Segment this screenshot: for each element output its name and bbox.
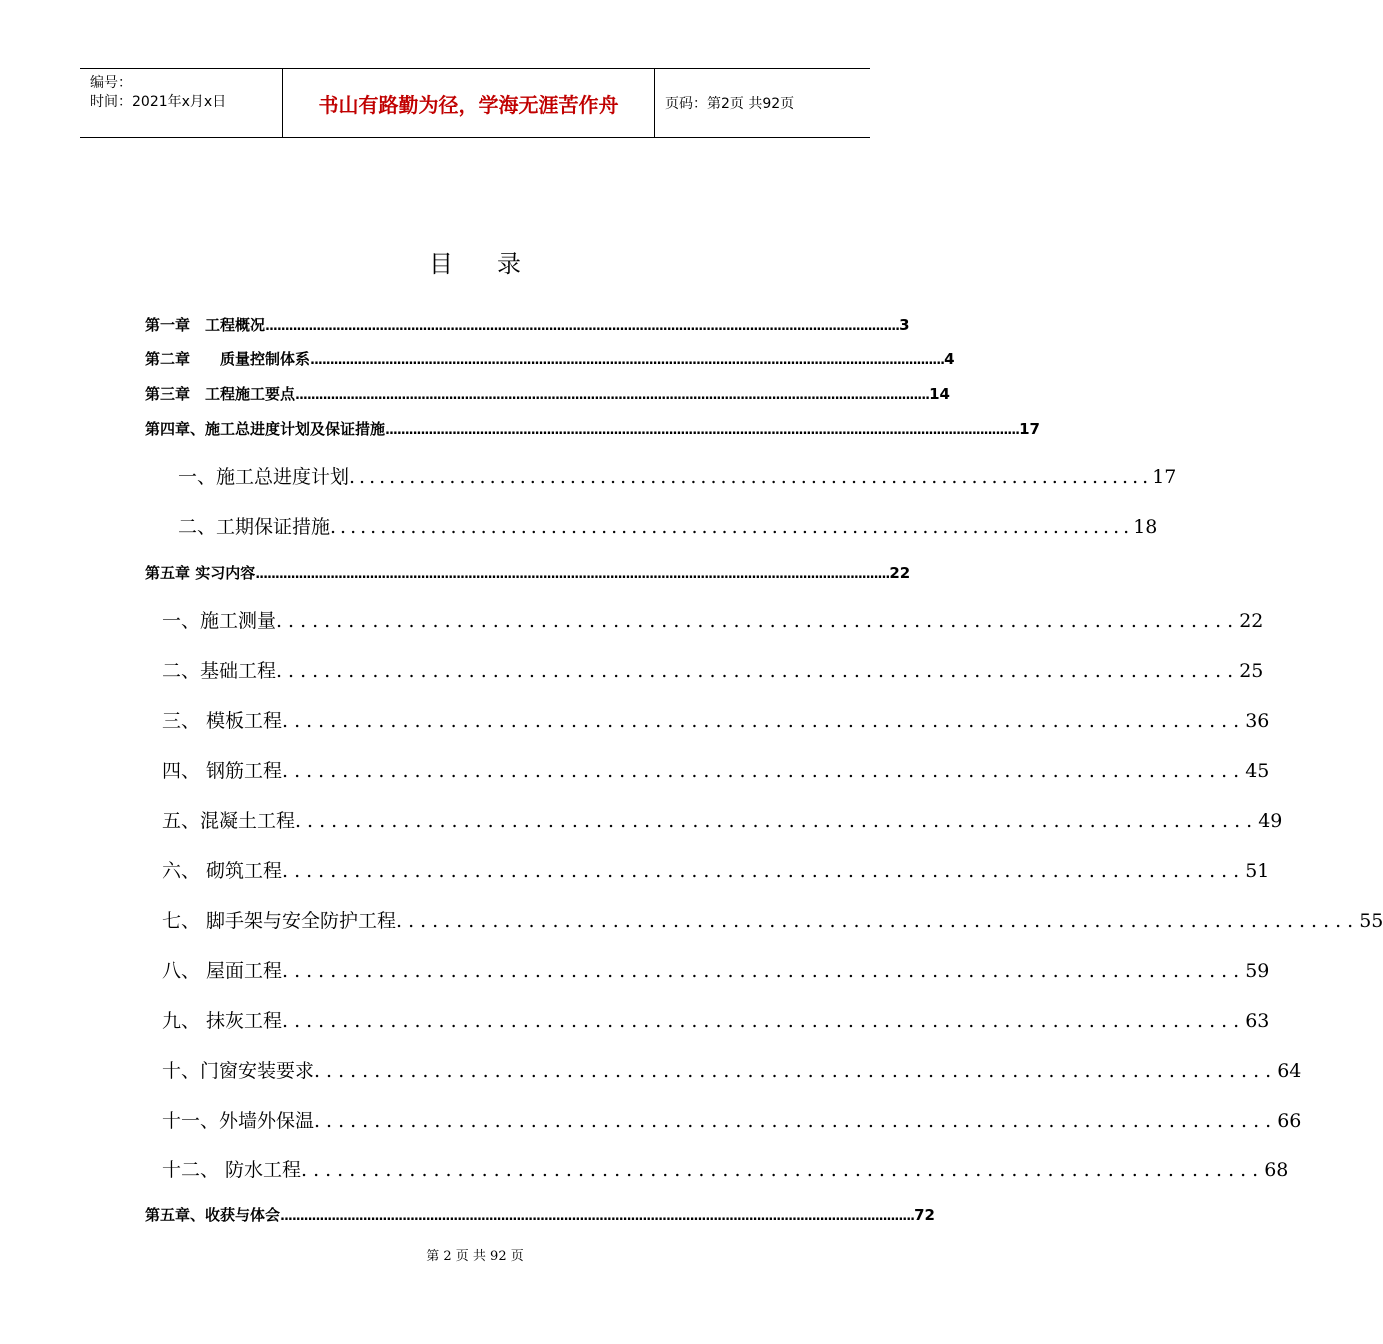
toc-leader: ................................................................................ <box>330 516 1134 538</box>
toc-leader: ................................................................................ <box>282 710 1246 732</box>
toc-page: 22 <box>1239 610 1264 632</box>
toc-entry[interactable] <box>178 512 1158 539</box>
toc-entry[interactable] <box>145 418 1040 439</box>
toc-label: 六、 砌筑工程 <box>162 860 283 882</box>
toc-page: 49 <box>1258 810 1283 832</box>
toc-label: 八、 屋面工程 <box>162 960 283 982</box>
toc-leader: ................................................................................ <box>396 910 1360 932</box>
toc-label: 五、混凝土工程 <box>162 810 296 832</box>
toc-entry[interactable] <box>145 562 911 583</box>
toc-entry[interactable] <box>162 756 1270 783</box>
toc-entry[interactable] <box>145 383 950 404</box>
toc-entry[interactable] <box>145 348 955 369</box>
toc-page: 51 <box>1245 860 1270 882</box>
toc-label: 十、门窗安装要求 <box>162 1060 315 1082</box>
toc-page: 25 <box>1239 660 1264 682</box>
toc-page: 64 <box>1277 1060 1302 1082</box>
toc-page: 66 <box>1277 1110 1302 1132</box>
toc-entry[interactable] <box>162 956 1270 983</box>
toc-page: 3 <box>899 316 910 334</box>
toc-page: 17 <box>1019 420 1040 438</box>
toc-leader: ................................................................................................................................................................. <box>385 423 1020 438</box>
toc-entry[interactable] <box>145 1204 935 1225</box>
toc-label: 十二、 防水工程 <box>162 1159 302 1181</box>
toc-leader: ................................................................................................................................................................. <box>255 567 890 582</box>
toc-label: 一、施工测量 <box>162 610 277 632</box>
toc-label: 三、 模板工程 <box>162 710 283 732</box>
toc-entry[interactable] <box>162 606 1264 633</box>
toc-label: 四、 钢筋工程 <box>162 760 283 782</box>
toc-label: 第三章 工程施工要点 <box>145 385 296 403</box>
number-label: 编号： <box>90 75 132 91</box>
page-info: 页码：第2页 共92页 <box>665 96 795 112</box>
toc-label: 二、工期保证措施 <box>178 516 331 538</box>
toc-page: 63 <box>1245 1010 1270 1032</box>
toc-leader: ................................................................................ <box>314 1060 1278 1082</box>
toc-leader: ................................................................................................................................................................. <box>265 319 900 334</box>
toc-label: 十一、外墙外保温 <box>162 1110 315 1132</box>
toc-page: 36 <box>1245 710 1270 732</box>
toc-page: 22 <box>889 564 911 582</box>
toc-label: 第二章 质量控制体系 <box>145 350 311 368</box>
toc-page: 4 <box>944 350 955 368</box>
toc-leader: ................................................................................ <box>295 810 1259 832</box>
toc-page: 18 <box>1133 516 1158 538</box>
motto: 书山有路勤为径，学海无涯苦作舟 <box>283 69 655 137</box>
toc-entry[interactable] <box>162 906 1383 933</box>
toc-leader: ................................................................................ <box>276 610 1240 632</box>
toc-page: 68 <box>1264 1159 1289 1181</box>
toc-leader: ................................................................................................................................................................. <box>295 388 930 403</box>
toc-leader: ................................................................................ <box>276 660 1240 682</box>
toc-leader: ................................................................................................................................................................. <box>280 1209 915 1224</box>
toc-leader: ................................................................................ <box>282 960 1246 982</box>
header-table <box>80 68 870 138</box>
toc-leader: ................................................................................................................................................................. <box>310 353 945 368</box>
toc-leader: ................................................................................ <box>314 1110 1278 1132</box>
title-char-2: 录 <box>497 250 521 278</box>
page-title <box>0 244 950 279</box>
toc-entry[interactable] <box>162 806 1283 833</box>
toc-entry[interactable] <box>162 1106 1302 1133</box>
toc-page: 14 <box>929 385 950 403</box>
toc-entry[interactable] <box>162 1006 1270 1033</box>
toc-label: 第四章、施工总进度计划及保证措施 <box>145 420 386 438</box>
toc-entry[interactable] <box>162 706 1270 733</box>
toc-label: 第五章、收获与体会 <box>145 1206 281 1224</box>
page-footer: 第 2 页 共 92 页 <box>426 1249 524 1264</box>
time-label: 时间：2021年x月x日 <box>90 94 227 110</box>
toc-entry[interactable] <box>162 1056 1302 1083</box>
toc-entry[interactable] <box>162 656 1264 683</box>
toc-label: 九、 抹灰工程 <box>162 1010 283 1032</box>
toc-leader: ................................................................................ <box>301 1159 1265 1181</box>
toc-label: 第一章 工程概况 <box>145 316 266 334</box>
toc-page: 72 <box>914 1206 935 1224</box>
toc-entry[interactable] <box>145 314 910 335</box>
toc-page: 55 <box>1359 910 1383 932</box>
toc-leader: ................................................................................ <box>282 860 1246 882</box>
title-char-1: 目 <box>429 250 453 278</box>
toc-page: 45 <box>1245 760 1270 782</box>
toc-label: 二、基础工程 <box>162 660 277 682</box>
header-meta-cell <box>80 69 283 137</box>
toc-label: 一、施工总进度计划 <box>178 466 350 488</box>
toc-leader: ................................................................................ <box>282 1010 1246 1032</box>
toc-leader: ................................................................................ <box>282 760 1246 782</box>
toc-entry[interactable] <box>178 462 1177 489</box>
toc-entry[interactable] <box>162 1155 1289 1182</box>
toc-label: 第五章 实习内容 <box>145 564 256 582</box>
toc-leader: ................................................................................ <box>349 466 1153 488</box>
toc-page: 17 <box>1152 466 1177 488</box>
toc-page: 59 <box>1245 960 1270 982</box>
toc-label: 七、 脚手架与安全防护工程 <box>162 910 397 932</box>
toc-entry[interactable] <box>162 856 1270 883</box>
